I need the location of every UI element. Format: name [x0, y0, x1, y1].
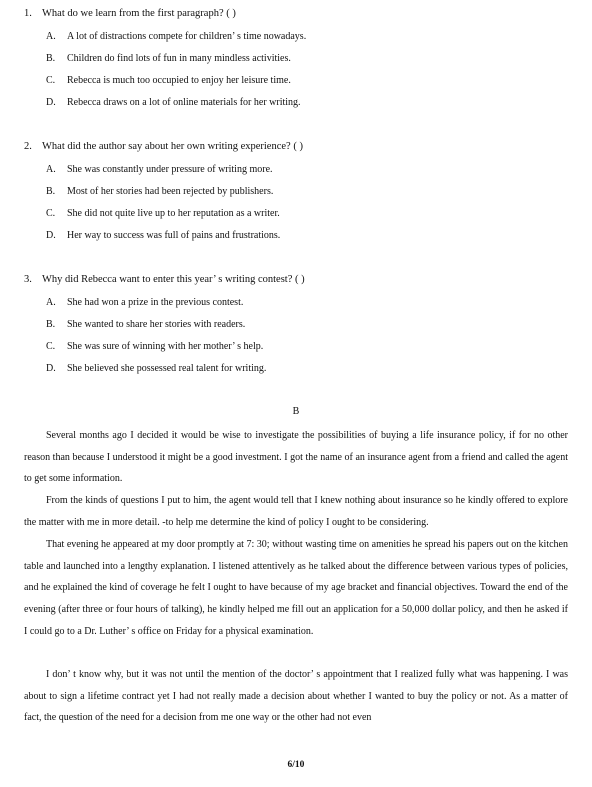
passage-paragraph: I don’ t know why, but it was not until the mention of the doctor’ s appointment that I realized fully what was happening. I was about to sign a lifetime contract yet I had not really made a decision about whether I wanted to buy the policy or not. As a matter of fact, the question of the need for a decision from me one way or the other had not even	[24, 669, 568, 724]
option-letter: C.	[46, 208, 56, 219]
passage-paragraph: Several months ago I decided it would be wise to investigate the possibilities of buying a life insurance policy, if for no other reason than because I understood it might be a good investment. I got the name of an insurance agent from a friend and called the agent to get some information.	[24, 430, 568, 485]
option-text: Her way to success was full of pains and frustrations.	[67, 230, 281, 241]
option-letter: C.	[46, 75, 56, 86]
option	[46, 164, 273, 175]
option-text: She believed she possessed real talent for writing.	[67, 363, 267, 374]
option-text: Most of her stories had been rejected by publishers.	[67, 186, 274, 197]
question-number: 2.	[24, 141, 32, 152]
question-text: What do we learn from the first paragraph? ( )	[42, 8, 236, 19]
option-letter: A.	[46, 164, 56, 175]
option	[46, 319, 245, 330]
option-text: She was sure of winning with her mother’ s help.	[67, 341, 264, 352]
option-text: Rebecca draws on a lot of online materials for her writing.	[67, 97, 301, 108]
option	[46, 363, 266, 374]
option-letter: A.	[46, 31, 56, 42]
question-number: 3.	[24, 274, 32, 285]
option-letter: B.	[46, 53, 56, 64]
question-text: What did the author say about her own writing experience? ( )	[42, 141, 303, 152]
option-text: She was constantly under pressure of writing more.	[67, 164, 273, 175]
option	[46, 75, 291, 86]
option	[46, 53, 291, 64]
option	[46, 230, 280, 241]
option	[46, 297, 243, 308]
option	[46, 97, 301, 108]
question-number: 1.	[24, 8, 32, 19]
passage-paragraph: From the kinds of questions I put to him, the agent would tell that I knew nothing about insurance so he kindly offered to explore the matter with me in more detail. -to help me determine the kind of policy I ought to be considering.	[24, 495, 568, 528]
option-text: She wanted to share her stories with readers.	[67, 319, 246, 330]
page-number: 6/10	[287, 760, 305, 770]
option-text: She did not quite live up to her reputation as a writer.	[67, 208, 280, 219]
option-text: Rebecca is much too occupied to enjoy her leisure time.	[67, 75, 291, 86]
section-title: B	[292, 406, 300, 417]
option-letter: D.	[46, 230, 56, 241]
option-letter: A.	[46, 297, 56, 308]
question-2	[24, 141, 303, 152]
option	[46, 208, 280, 219]
option-letter: D.	[46, 97, 56, 108]
option-letter: B.	[46, 319, 56, 330]
question-3	[24, 274, 305, 285]
option-letter: C.	[46, 341, 56, 352]
option	[46, 31, 306, 42]
question-1	[24, 8, 236, 19]
option-text: A lot of distractions compete for children’ s time nowadays.	[67, 31, 307, 42]
option	[46, 341, 263, 352]
option-letter: D.	[46, 363, 56, 374]
option-text: Children do find lots of fun in many mindless activities.	[67, 53, 291, 64]
option	[46, 186, 273, 197]
option-letter: B.	[46, 186, 56, 197]
option-text: She had won a prize in the previous contest.	[67, 297, 244, 308]
passage-paragraph: That evening he appeared at my door promptly at 7: 30; without wasting time on amenities he spread his papers out on the kitchen table and launched into a lengthy explanation. I listened attentively as he talked about the difference between various types of policies, and he explained the kind of coverage he felt I ought to have because of my age bracket and financial objectives. Toward the end of the evening (after three or four hours of talking), he kindly helped me fill out an application for a 50,000 dollar policy, and then he asked if I could go to a Dr. Luther’ s office on Friday for a physical examination.	[24, 539, 568, 637]
question-text: Why did Rebecca want to enter this year’ s writing contest? ( )	[42, 274, 305, 285]
